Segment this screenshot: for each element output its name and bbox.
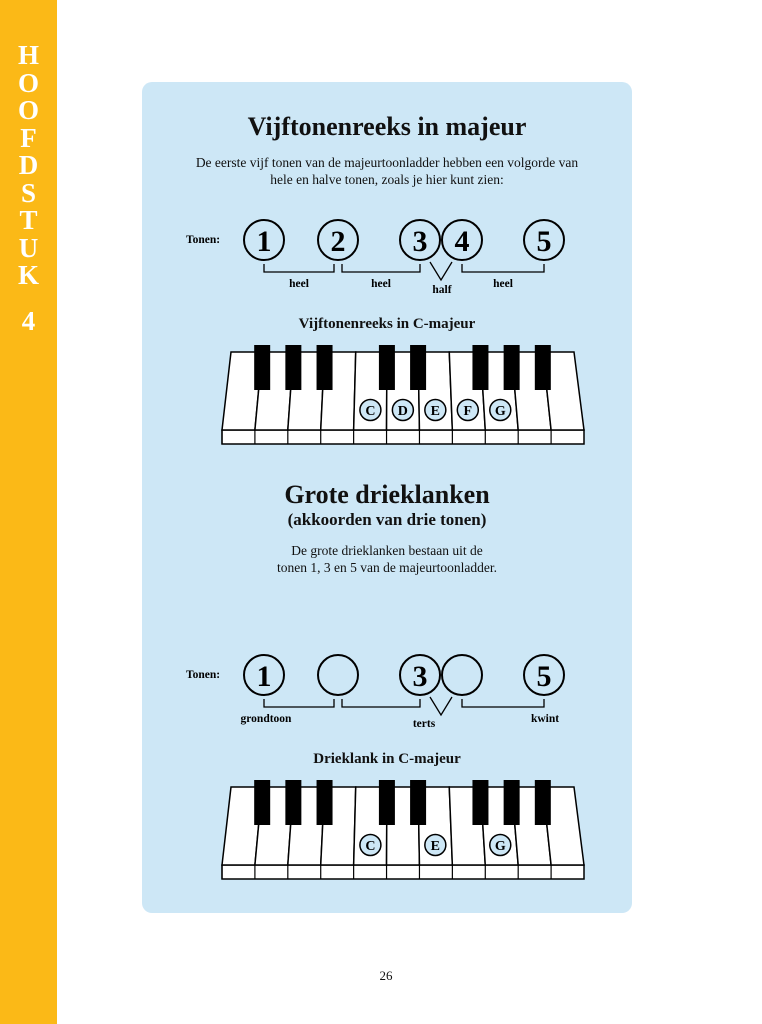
chapter-letter: K — [17, 260, 39, 290]
black-key — [410, 780, 426, 825]
keyboard-c-major-triad — [217, 779, 597, 887]
black-key — [254, 345, 270, 390]
chapter-letter: U — [18, 232, 39, 263]
black-key — [504, 780, 520, 825]
page-number: 26 — [379, 968, 393, 983]
step-label: heel — [371, 278, 391, 290]
tone-number: 5 — [536, 225, 552, 258]
keyboard-c-major-scale — [217, 344, 597, 452]
interval-label: terts — [412, 718, 436, 730]
note-letter: E — [430, 404, 441, 419]
black-key — [535, 345, 551, 390]
tone-number: 3 — [412, 225, 428, 258]
interval-bracket — [462, 699, 544, 707]
section1-tone-diagram — [142, 202, 632, 312]
keyboard-front-edge — [222, 865, 584, 879]
section2-intro-line2: tonen 1, 3 en 5 van de majeurtoonladder. — [276, 560, 498, 575]
black-key — [317, 345, 333, 390]
step-label: half — [432, 284, 452, 296]
black-key — [379, 345, 395, 390]
interval-bracket — [342, 699, 420, 707]
black-key — [410, 345, 426, 390]
tone-number: 1 — [256, 660, 272, 693]
tone-number: 1 — [256, 225, 272, 258]
step-label: heel — [493, 278, 513, 290]
chapter-number: 4 — [21, 305, 36, 336]
tone-circle — [524, 220, 564, 260]
black-key — [317, 780, 333, 825]
chapter-letter: T — [19, 205, 38, 235]
tone-circle — [400, 655, 440, 695]
black-key — [285, 780, 301, 825]
step-bracket — [264, 264, 334, 272]
interval-label: grondtoon — [240, 713, 292, 725]
section2-tone-diagram — [142, 637, 632, 747]
tonen-label: Tonen: — [186, 234, 221, 246]
chapter-letter: S — [20, 177, 37, 208]
tone-number: 5 — [536, 660, 552, 693]
section1-intro-line1: De eerste vijf tonen van de majeurtoonladder hebben een volgorde van — [195, 155, 579, 170]
interval-marker — [430, 697, 452, 715]
section1-title: Vijftonenreeks in majeur — [247, 112, 527, 141]
chapter-letter: F — [20, 122, 37, 153]
tone-circle — [244, 655, 284, 695]
lesson-panel — [142, 82, 632, 913]
step-bracket — [462, 264, 544, 272]
keyboard-front-edge — [222, 430, 584, 444]
tone-circle — [244, 220, 284, 260]
step-bracket — [342, 264, 420, 272]
tone-circle — [400, 220, 440, 260]
chapter-letter: D — [18, 150, 39, 180]
note-letter: D — [397, 404, 408, 419]
tone-circle-empty — [442, 655, 482, 695]
tone-circle — [442, 220, 482, 260]
black-key — [472, 345, 488, 390]
black-key — [472, 780, 488, 825]
chapter-label — [0, 42, 57, 335]
chapter-letter: O — [17, 95, 39, 125]
tone-circle — [318, 220, 358, 260]
section2-intro-line1: De grote drieklanken bestaan uit de — [291, 543, 483, 558]
section2-subtitle: (akkoorden van drie tonen) — [287, 510, 487, 529]
interval-bracket — [264, 699, 334, 707]
note-letter: F — [463, 404, 473, 419]
note-letter: C — [365, 839, 376, 854]
black-key — [504, 345, 520, 390]
black-key — [379, 780, 395, 825]
chapter-letter: H — [17, 40, 39, 70]
keyboard1-title: Vijftonenreeks in C-majeur — [298, 316, 476, 332]
black-key — [535, 780, 551, 825]
tonen-label: Tonen: — [186, 669, 221, 681]
tone-number: 3 — [412, 660, 428, 693]
chapter-letter: O — [17, 67, 39, 98]
black-key — [285, 345, 301, 390]
keyboard2-title: Drieklank in C-majeur — [313, 751, 461, 767]
note-letter: E — [430, 839, 441, 854]
note-letter: G — [494, 839, 506, 854]
half-step-marker — [430, 262, 452, 280]
section2-title: Grote drieklanken — [284, 480, 490, 509]
tone-circle — [524, 655, 564, 695]
section1-intro-line2: hele en halve tonen, zoals je hier kunt zien: — [270, 172, 504, 187]
black-key — [254, 780, 270, 825]
tone-number: 4 — [454, 225, 470, 258]
tone-number: 2 — [330, 225, 346, 258]
tone-circle-empty — [318, 655, 358, 695]
interval-label: kwint — [530, 713, 560, 725]
note-letter: G — [494, 404, 506, 419]
step-label: heel — [289, 278, 309, 290]
note-letter: C — [365, 404, 376, 419]
